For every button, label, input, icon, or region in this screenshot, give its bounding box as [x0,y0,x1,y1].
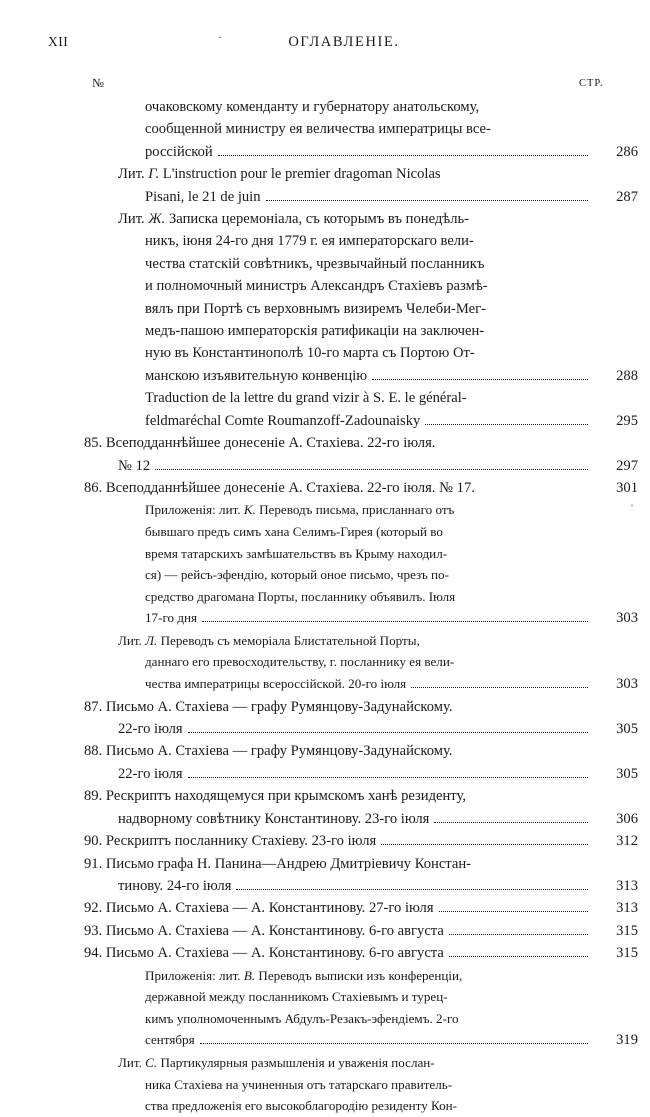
page-column-header: СТР. [579,78,604,89]
toc-entry-line [0,897,650,919]
toc-entry-line [0,163,650,185]
toc-letter-designation: С. [145,1054,158,1070]
toc-entry-text: 85. Всеподданнѣйшее донесеніе А. Стахіева. 22-го іюля. [84,435,436,452]
leader-dots [155,469,588,470]
toc-entry[interactable] [0,853,650,898]
toc-letter-designation: В. [243,967,256,983]
leader-dots [188,732,588,733]
page-number: 305 [616,765,638,782]
toc-entry-text: 22-го іюля [118,765,183,782]
toc-entry-line [0,740,650,762]
toc-entry-text: Приложенія: лит. В. Переводъ выписки изъ конференціи, [145,967,463,983]
toc-entry-text: сентября [145,1032,195,1048]
page-number: 313 [616,900,638,917]
toc-entry[interactable] [0,740,650,785]
toc-entry-text: россійской [145,143,213,160]
leader-dots [236,889,588,890]
toc-entry-line [0,808,650,830]
toc-entry-text: 17-го дня [145,610,198,626]
leader-dots [200,1043,588,1044]
toc-entry-text: чества императрицы всероссійской. 20-го іюля [145,676,407,692]
toc-entry-line [0,96,650,118]
toc-entry-line [0,410,650,432]
toc-entry-line [0,1052,650,1074]
toc-entry-line [0,1029,650,1052]
leader-dots [449,934,588,935]
toc-entry[interactable] [0,163,650,208]
toc-entry-text: вялъ при Портѣ съ верховнымъ визиремъ Челеби-Мег- [145,300,486,317]
toc-entry-text: никъ, іюня 24-го дня 1779 г. ея императорскаго вели- [145,233,474,250]
toc-entry[interactable] [0,96,650,163]
toc-entry[interactable] [0,499,650,630]
toc-entry-line [0,986,650,1008]
toc-entry-line [0,477,650,499]
toc-entry-line [0,118,650,140]
toc-entry-line [0,830,650,852]
toc-entry-text: 89. Рескриптъ находящемуся при крымскомъ ханѣ резиденту, [84,788,466,805]
toc-entry-line [0,965,650,987]
toc-entry-line [0,696,650,718]
toc-entry-line [0,718,650,740]
table-of-contents [0,96,650,1117]
toc-entry-line [0,920,650,942]
page-number: 303 [616,610,638,627]
toc-entry-text: № 12 [118,457,151,474]
page-number: 306 [616,810,638,827]
toc-entry[interactable] [0,387,650,432]
toc-entry[interactable] [0,785,650,830]
page-number: 288 [616,367,638,384]
toc-entry-line [0,455,650,477]
toc-entry-text: Pisani, le 21 de juin [145,188,261,205]
toc-entry-line [0,521,650,543]
toc-entry[interactable] [0,432,650,477]
toc-letter-designation: Г. [148,166,160,183]
toc-entry-line [0,763,650,785]
page-number: 287 [616,188,638,205]
toc-entry-line [0,253,650,275]
page-number: 313 [616,877,638,894]
toc-entry[interactable] [0,830,650,852]
toc-entry-line [0,1095,650,1117]
folio-number: XII [48,34,69,49]
toc-entry-text: и полномочный министръ Александръ Стахіевъ размѣ- [145,278,488,295]
page-number: 295 [616,412,638,429]
leader-dots [188,777,588,778]
page-number: 305 [616,721,638,738]
toc-entry-text: 90. Рескриптъ посланнику Стахіеву. 23-го іюля [84,833,377,850]
toc-entry-text: Лит. Л. Переводъ съ меморіала Блистательной Порты, [118,632,420,648]
number-column-header: № [92,76,104,90]
toc-entry-text: 86. Всеподданнѣйшее донесеніе А. Стахіева. 22-го іюля. № 17. [84,479,475,496]
toc-entry-text: сообщенной министру ея величества императрицы все- [145,121,491,138]
leader-dots [381,844,588,845]
page-number: 312 [616,833,638,850]
toc-entry-text: надворному совѣтнику Константинову. 23-го іюля [118,810,430,827]
leader-dots [202,621,588,622]
toc-entry-line [0,1008,650,1030]
page-number: 319 [616,1032,638,1049]
stray-ink-mark: · [218,30,222,44]
leader-dots [439,911,588,912]
toc-entry[interactable] [0,965,650,1052]
toc-entry-text: Приложенія: лит. К. Переводъ письма, присланнаго отъ [145,502,455,518]
toc-entry-text: Лит. С. Партикулярныя размышленія и уваженія послан- [118,1054,435,1070]
toc-entry[interactable] [0,942,650,964]
toc-entry-text: 94. Письмо А. Стахіева — А. Константинову. 6-го августа [84,945,444,962]
toc-entry[interactable] [0,920,650,942]
toc-entry-text: 91. Письмо графа Н. Панина—Андрею Дмитріевичу Констан- [84,855,472,872]
column-headers [0,76,650,94]
toc-entry-line [0,275,650,297]
toc-letter-designation: Л. [145,632,158,648]
toc-entry-line [0,186,650,208]
toc-entry-line [0,651,650,673]
toc-entry-line [0,785,650,807]
toc-entry-line [0,853,650,875]
toc-entry-text: feldmaréchal Comte Roumanzoff-Zadounaisky [145,412,421,429]
leader-dots [425,424,588,425]
toc-entry-text: средство драгомана Порты, посланнику объявилъ. Іюля [145,588,456,604]
page-title: ОГЛАВЛЕНІЕ. [288,34,400,50]
toc-entry-text: бывшаго предъ симъ хана Селимъ-Гирея (который во [145,523,443,539]
toc-entry-line [0,141,650,163]
toc-entry[interactable] [0,696,650,741]
toc-entry[interactable] [0,1052,650,1117]
toc-entry-text: Traduction de la lettre du grand vizir à S. E. le général- [145,390,467,407]
toc-entry-line [0,298,650,320]
toc-entry-text: манскою изъявительную конвенцію [145,367,368,384]
page-number: 301 [616,479,638,496]
toc-entry-text: чества статскій совѣтникъ, чрезвычайный посланникъ [145,255,485,272]
toc-entry-text: 93. Письмо А. Стахіева — А. Константинову. 6-го августа [84,922,444,939]
toc-entry-text: тинову. 24-го іюля [118,877,232,894]
page-number: 297 [616,457,638,474]
page-number: 315 [616,945,638,962]
toc-entry-line [0,543,650,565]
toc-entry-line [0,432,650,454]
toc-entry-text: 22-го іюля [118,721,183,738]
toc-entry-line [0,387,650,409]
toc-letter-designation: Ж. [148,211,166,228]
leader-dots [266,200,588,201]
toc-entry-line [0,320,650,342]
toc-entry[interactable] [0,630,650,696]
margin-ink-mark: · [630,498,634,512]
toc-entry-line [0,673,650,696]
page-number: 315 [616,922,638,939]
toc-entry-line [0,942,650,964]
toc-entry-text: даннаго его превосходительству, г. посланнику ея вели- [145,654,455,670]
toc-entry-text: время татарскихъ замѣшательствъ въ Крыму находил- [145,545,448,561]
leader-dots [218,155,588,156]
toc-entry-text: ства предложенія его высокоблагородію резиденту Кон- [145,1098,458,1114]
toc-entry-line [0,365,650,387]
toc-entry[interactable] [0,897,650,919]
leader-dots [449,956,588,957]
leader-dots [411,687,588,688]
toc-entry-text: 88. Письмо А. Стахіева — графу Румянцову-Задунайскому. [84,743,453,760]
toc-letter-designation: К. [243,502,256,518]
toc-entry-line [0,630,650,652]
toc-entry-text: державной между посланникомъ Стахіевымъ и турец- [145,989,448,1005]
toc-entry-text: кимъ уполномоченнымъ Абдулъ-Резакъ-эфендіемъ. 2-го [145,1010,459,1026]
toc-entry-text: ника Стахіева на учиненныя отъ татарскаго правитель- [145,1076,453,1092]
toc-entry-text: Лит. Ж. Записка церемоніала, съ которымъ въ понедѣль- [118,211,469,228]
toc-entry-text: ную въ Константинополѣ 10-го марта съ Портою От- [145,345,475,362]
toc-entry[interactable] [0,208,650,387]
leader-dots [372,379,588,380]
toc-entry-text: 87. Письмо А. Стахіева — графу Румянцову-Задунайскому. [84,698,453,715]
page-number: 303 [616,676,638,693]
toc-entry-text: медъ-пашою императорскія ратификаціи на заключен- [145,323,485,340]
toc-entry-text: 92. Письмо А. Стахіева — А. Константинову. 27-го іюля [84,900,434,917]
toc-entry-line [0,564,650,586]
page-header [0,34,650,56]
page-number: 286 [616,143,638,160]
toc-entry-text: Лит. Г. L'instruction pour le premier dragoman Nicolas [118,166,441,183]
toc-entry-line [0,499,650,521]
toc-entry-line [0,230,650,252]
toc-entry-line [0,208,650,230]
toc-entry-line [0,607,650,630]
toc-entry-line [0,1074,650,1096]
toc-entry[interactable] [0,477,650,499]
toc-entry-text: ся) — рейсъ-эфендію, который оное письмо, чрезъ по- [145,567,449,583]
leader-dots [434,822,588,823]
toc-entry-line [0,586,650,608]
toc-entry-text: очаковскому коменданту и губернатору анатольскому, [145,99,480,115]
toc-entry-line [0,342,650,364]
toc-entry-line [0,875,650,897]
